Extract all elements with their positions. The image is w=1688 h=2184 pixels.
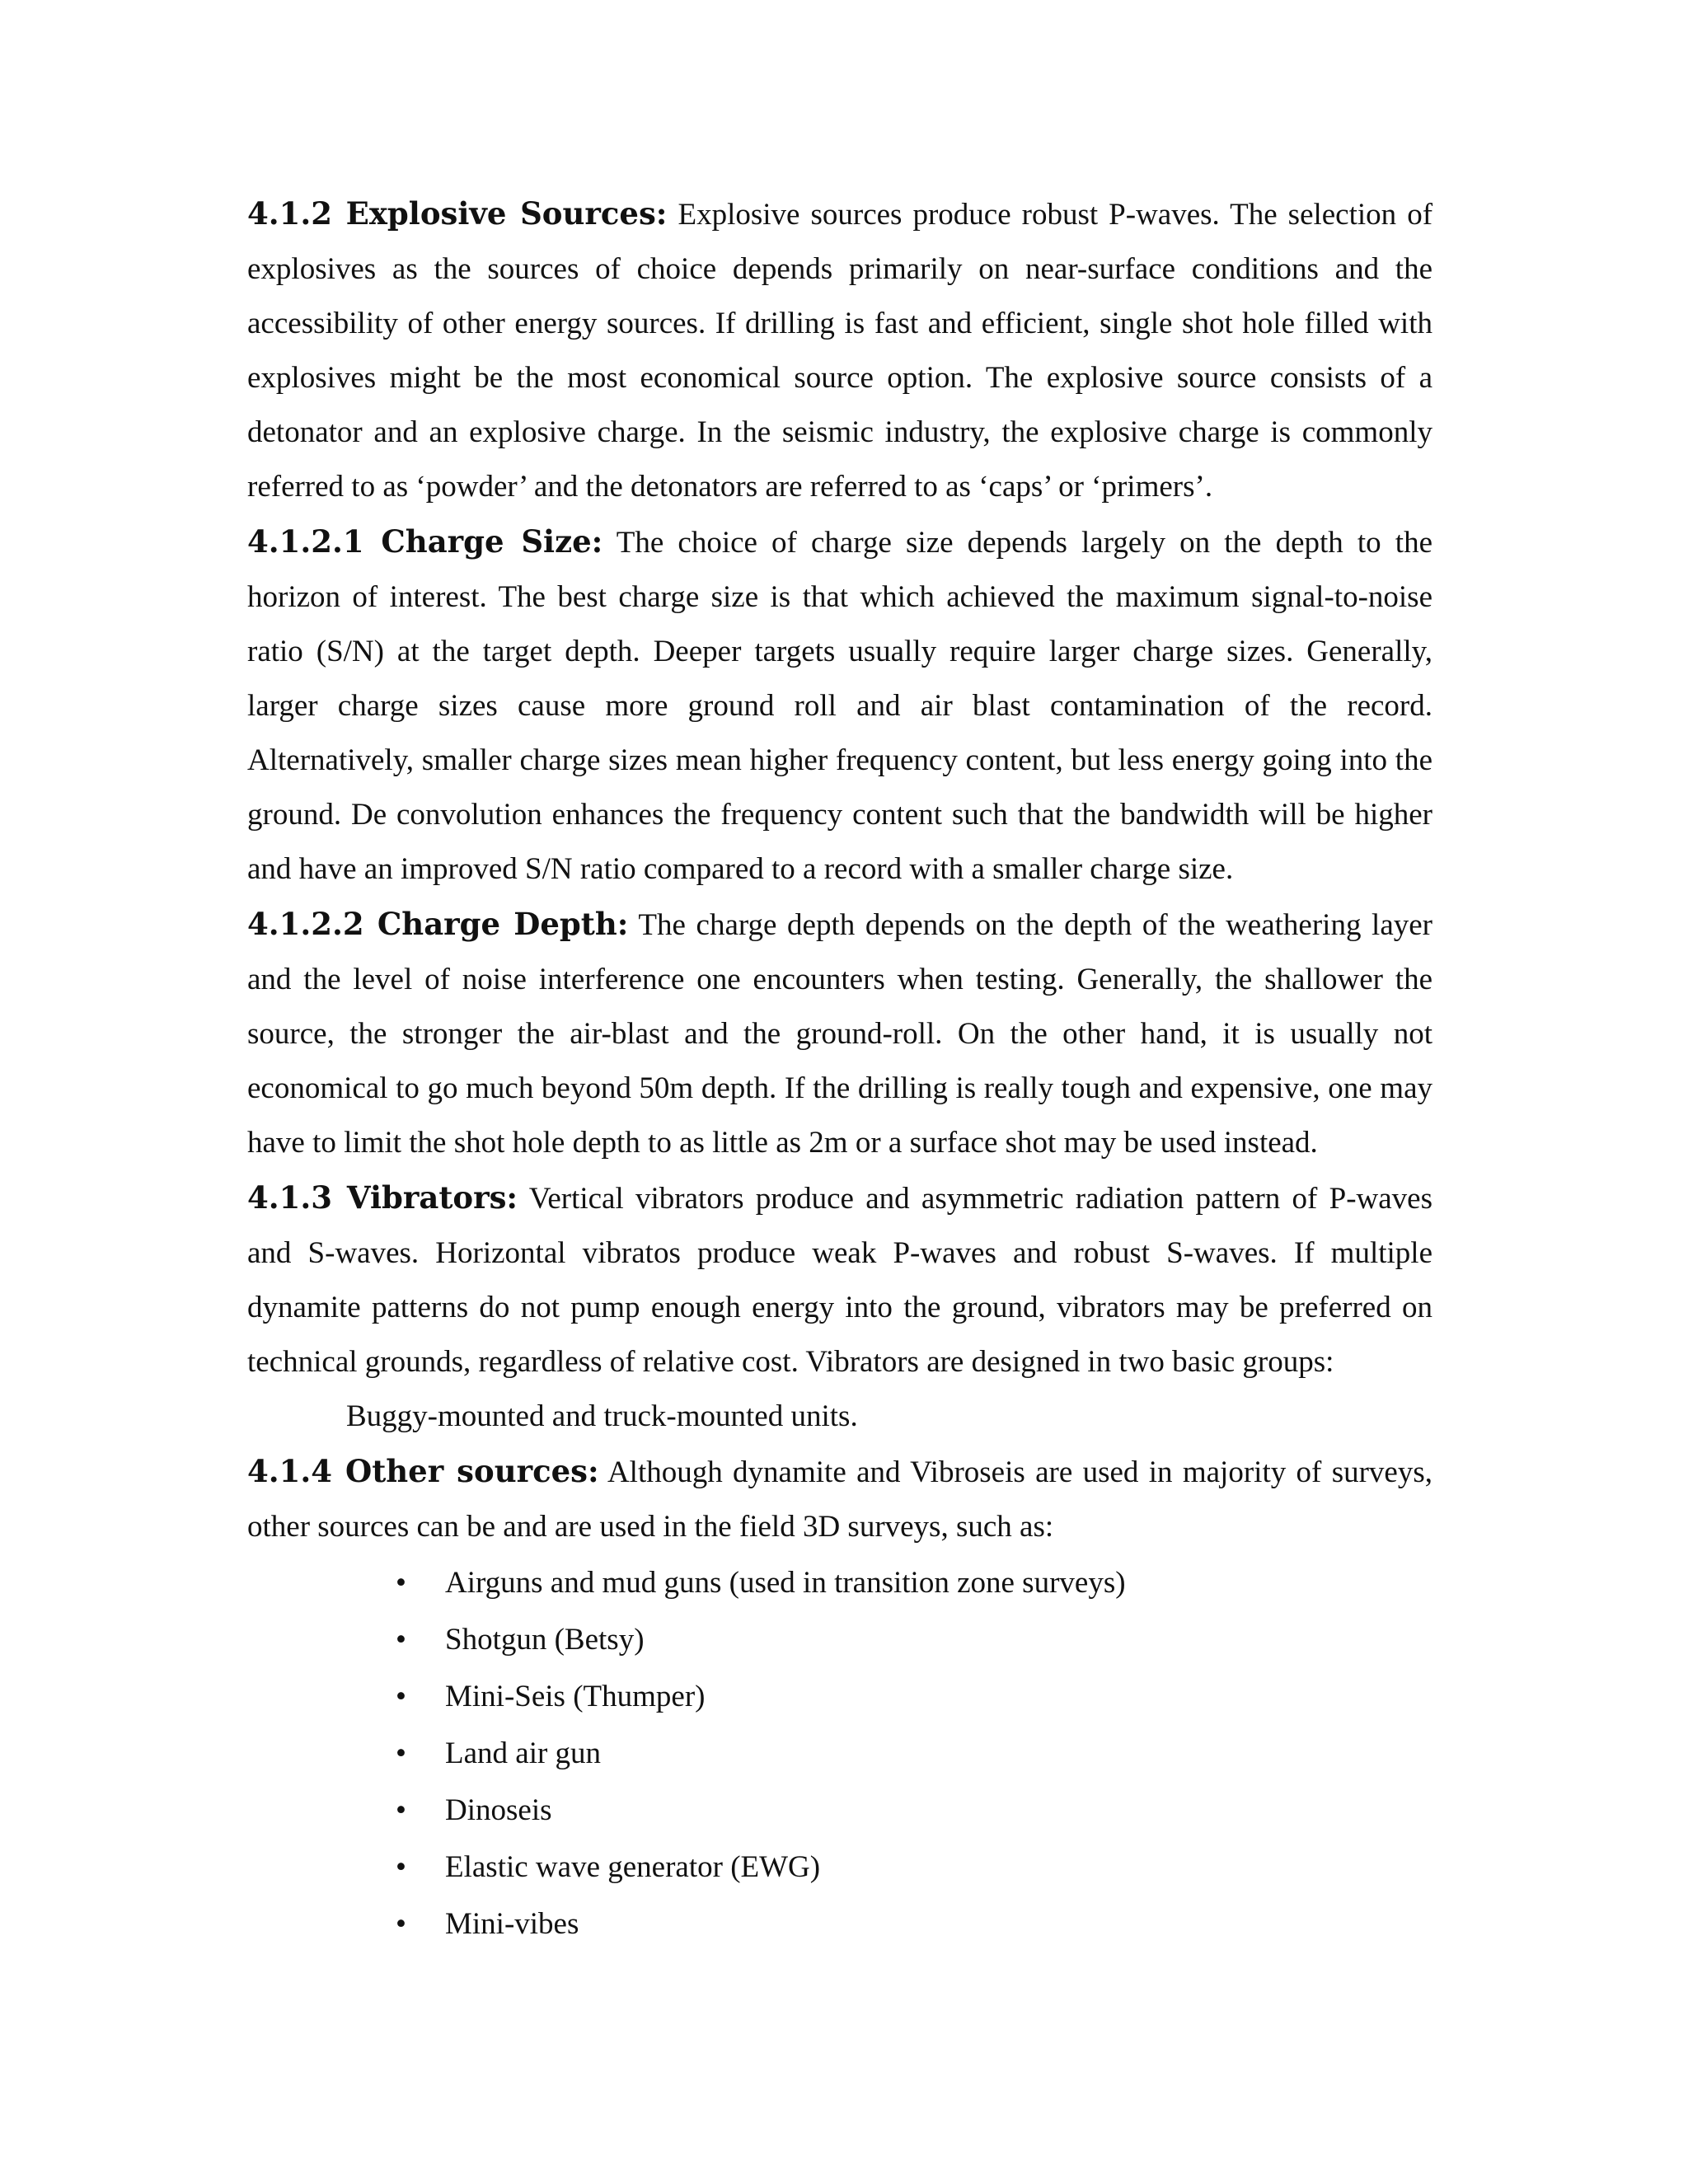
document-body — [247, 186, 1432, 1952]
list-item — [247, 1611, 1432, 1668]
list-item — [247, 1896, 1432, 1952]
section-text: The choice of charge size depends largely on the depth to the horizon of interest. The best charge size is that which achieved the maximum signal-to-noise ratio (S/N) at the target depth. Deeper targets usually require larger charge sizes. Generally, larger charge sizes cause more ground roll and air blast contamination of the record. Alternatively, smaller charge sizes mean higher frequency content, but less energy going into the ground. De convolution enhances the frequency content such that the bandwidth will be higher and have an improved S/N ratio compared to a record with a smaller charge size. — [247, 526, 1432, 886]
section-charge-depth — [247, 897, 1432, 1170]
section-heading: 4.1.3 Vibrators: — [247, 1179, 518, 1216]
section-heading: 4.1.2 Explosive Sources: — [247, 195, 668, 232]
other-sources-list — [247, 1554, 1432, 1952]
list-item — [247, 1725, 1432, 1782]
section-explosive-sources — [247, 186, 1432, 514]
list-item-text: Mini-vibes — [445, 1907, 579, 1941]
section-text: The charge depth depends on the depth of the weathering layer and the level of noise interference one encounters when testing. Generally, the shallower the source, the stronger the air-blast and the ground-roll. On the other hand, it is usually not economical to go much beyond 50m depth. If the drilling is really tough and expensive, one may have to limit the shot hole depth to as little as 2m or a surface shot may be used instead. — [247, 908, 1433, 1160]
list-item-text: Elastic wave generator (EWG) — [445, 1850, 821, 1884]
list-item-text: Airguns and mud guns (used in transition zone surveys) — [445, 1566, 1126, 1600]
bullet-icon: • — [396, 1850, 406, 1884]
list-item-text: Dinoseis — [445, 1793, 552, 1827]
list-item — [247, 1839, 1432, 1896]
section-heading: 4.1.4 Other sources: — [247, 1453, 599, 1489]
bullet-icon: • — [396, 1623, 406, 1657]
section-vibrators — [247, 1170, 1432, 1390]
section-text: Explosive sources produce robust P-waves. The selection of explosives as the sources of choice depends primarily on near-surface conditions and the accessibility of other energy sources. If drilling is fast and efficient, single shot hole filled with explosives might be the most economical source option. The explosive source consists of a detonator and an explosive charge. In the seismic industry, the explosive charge is commonly referred to as ‘powder’ and the detonators are referred to as ‘caps’ or ‘primers’. — [247, 198, 1433, 504]
bullet-icon: • — [396, 1566, 406, 1600]
bullet-icon: • — [396, 1736, 406, 1770]
list-item-text: Land air gun — [445, 1736, 602, 1770]
list-item-text: Shotgun (Betsy) — [445, 1623, 645, 1657]
section-charge-size — [247, 514, 1432, 897]
bullet-icon: • — [396, 1907, 406, 1941]
bullet-icon: • — [396, 1793, 406, 1827]
section-heading: 4.1.2.1 Charge Size: — [247, 523, 603, 560]
section-text: Vertical vibrators produce and asymmetric radiation pattern of P-waves and S-waves. Horizontal vibratos produce weak P-waves and robust S-waves. If multiple dynamite patterns do not pump enough energy into the ground, vibrators may be preferred on technical grounds, regardless of relative cost. Vibrators are designed in two basic groups: — [247, 1182, 1432, 1379]
list-item-text: Mini-Seis (Thumper) — [445, 1680, 706, 1713]
section-other-sources — [247, 1444, 1432, 1554]
list-item — [247, 1782, 1432, 1839]
vibrators-continuation: Buggy-mounted and truck-mounted units. — [346, 1399, 858, 1433]
bullet-icon: • — [396, 1680, 406, 1713]
list-item — [247, 1668, 1432, 1725]
section-heading: 4.1.2.2 Charge Depth: — [247, 906, 629, 942]
section-text: Although dynamite and Vibroseis are used in majority of surveys, other sources can be and are used in the field 3D surveys, such as: — [247, 1455, 1432, 1544]
list-item — [247, 1554, 1432, 1611]
